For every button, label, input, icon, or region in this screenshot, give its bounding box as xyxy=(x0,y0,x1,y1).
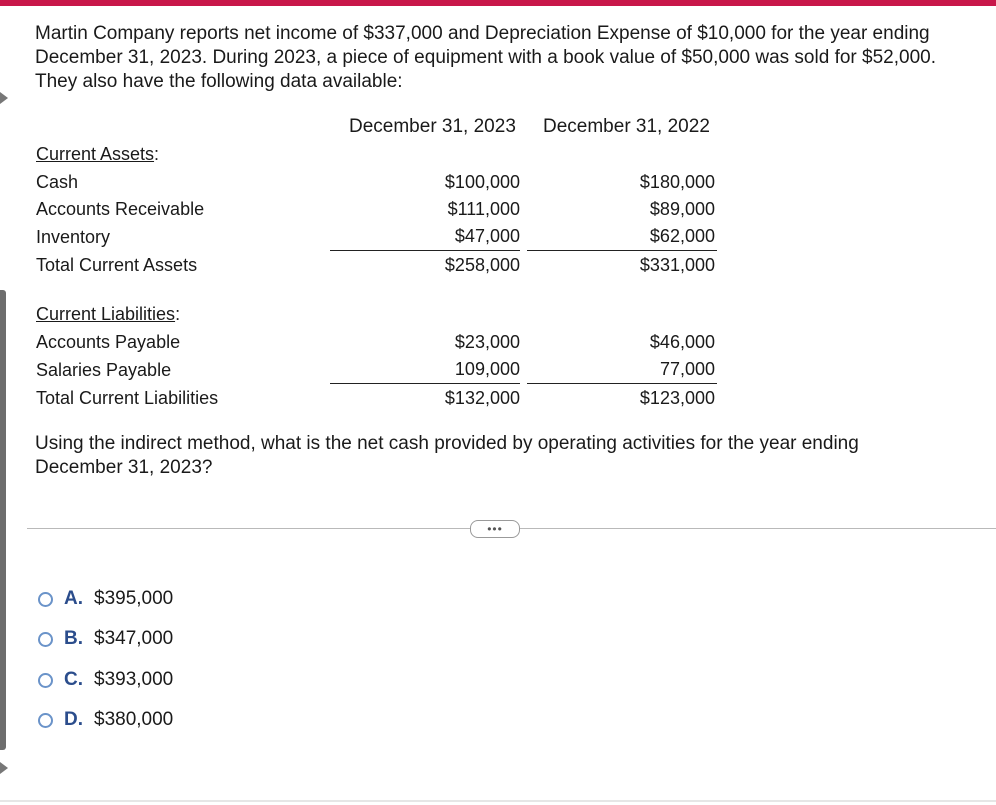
row-label-total-current-liabilities: Total Current Liabilities xyxy=(36,388,219,408)
radio-icon[interactable] xyxy=(38,632,53,647)
option-letter: A. xyxy=(64,588,83,609)
current-assets-title: Current Assets xyxy=(36,144,155,164)
more-options-button[interactable]: ••• xyxy=(470,520,520,538)
column-header-2022: December 31, 2022 xyxy=(543,116,710,137)
answer-option-a[interactable] xyxy=(38,587,173,611)
liabilities-subtotal-rule-2022 xyxy=(527,383,717,384)
current-liabilities-title: Current Liabilities xyxy=(36,304,176,324)
row-label-salaries-payable: Salaries Payable xyxy=(36,360,172,380)
radio-icon[interactable] xyxy=(38,673,53,688)
total-current-assets-2023: $258,000 xyxy=(444,255,520,275)
collapse-arrow-icon[interactable] xyxy=(0,92,8,104)
question-prompt: Using the indirect method, what is the net cash provided by operating activities for the year ending December 31, 2023? xyxy=(35,433,859,478)
row-label-cash: Cash xyxy=(36,172,79,192)
current-assets-heading: Current Assets: xyxy=(36,144,160,164)
radio-icon[interactable] xyxy=(38,713,53,728)
liabilities-subtotal-rule-2023 xyxy=(330,383,520,384)
total-current-liabilities-2023: $132,000 xyxy=(444,388,520,408)
cash-2022: $180,000 xyxy=(639,172,715,192)
top-accent-bar xyxy=(0,0,996,6)
answer-option-c[interactable] xyxy=(38,668,173,692)
option-letter: C. xyxy=(64,669,83,690)
total-current-assets-2022: $331,000 xyxy=(639,255,715,275)
inventory-2022: $62,000 xyxy=(649,226,715,246)
radio-icon[interactable] xyxy=(38,592,53,607)
current-liabilities-heading: Current Liabilities: xyxy=(36,304,181,324)
option-value: $395,000 xyxy=(94,588,174,609)
answer-option-b[interactable] xyxy=(38,627,173,651)
bottom-border xyxy=(0,800,996,802)
row-label-total-current-assets: Total Current Assets xyxy=(36,255,198,275)
option-value: $380,000 xyxy=(94,709,174,730)
row-label-accounts-receivable: Accounts Receivable xyxy=(36,199,205,219)
row-label-inventory: Inventory xyxy=(36,227,111,247)
option-letter: B. xyxy=(64,628,83,649)
total-current-liabilities-2022: $123,000 xyxy=(639,388,715,408)
row-label-accounts-payable: Accounts Payable xyxy=(36,332,181,352)
expand-arrow-icon[interactable] xyxy=(0,762,8,774)
accounts-payable-2022: $46,000 xyxy=(649,332,715,352)
accounts-receivable-2023: $111,000 xyxy=(447,199,520,219)
option-letter: D. xyxy=(64,709,83,730)
option-value: $347,000 xyxy=(94,628,174,649)
assets-subtotal-rule-2022 xyxy=(527,250,717,251)
answer-option-d[interactable] xyxy=(38,708,173,732)
salaries-payable-2022: 77,000 xyxy=(659,359,715,379)
inventory-2023: $47,000 xyxy=(454,226,520,246)
salaries-payable-2023: 109,000 xyxy=(454,359,520,379)
question-text: Martin Company reports net income of $337,000 and Depreciation Expense of $10,000 for the year ending December 31, 2023. During 2023, a piece of equipment with a book value of $50,000 was sold for $52,000. They also have the following data available: xyxy=(35,23,936,92)
accounts-receivable-2022: $89,000 xyxy=(649,199,715,219)
option-value: $393,000 xyxy=(94,669,174,690)
left-scroll-edge[interactable] xyxy=(0,290,6,750)
accounts-payable-2023: $23,000 xyxy=(454,332,520,352)
column-header-2023: December 31, 2023 xyxy=(349,116,516,137)
assets-subtotal-rule-2023 xyxy=(330,250,520,251)
cash-2023: $100,000 xyxy=(444,172,520,192)
